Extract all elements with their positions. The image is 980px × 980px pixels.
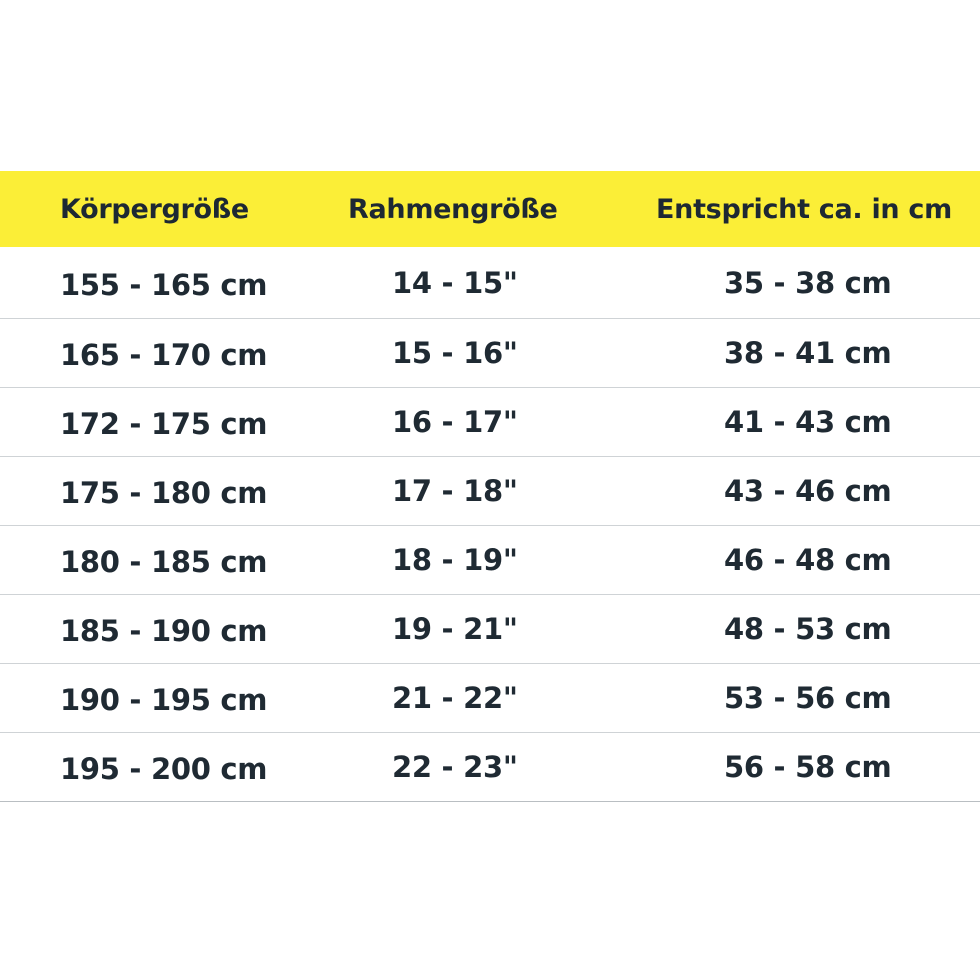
header-equivalent-cm: Entspricht ca. in cm bbox=[656, 193, 952, 225]
frame-size-cell: 22 - 23" bbox=[392, 750, 518, 784]
size-chart-table bbox=[0, 171, 980, 802]
equivalent-cm-cell: 46 - 48 cm bbox=[724, 543, 892, 577]
body-height-cell: 172 - 175 cm bbox=[60, 407, 268, 441]
frame-size-cell: 19 - 21" bbox=[392, 612, 518, 646]
table-row bbox=[0, 457, 980, 526]
body-height-cell: 195 - 200 cm bbox=[60, 752, 268, 786]
equivalent-cm-cell: 48 - 53 cm bbox=[724, 612, 892, 646]
frame-size-cell: 18 - 19" bbox=[392, 543, 518, 577]
equivalent-cm-cell: 38 - 41 cm bbox=[724, 336, 892, 370]
frame-size-cell: 15 - 16" bbox=[392, 336, 518, 370]
table-row bbox=[0, 595, 980, 664]
equivalent-cm-cell: 43 - 46 cm bbox=[724, 474, 892, 508]
frame-size-cell: 14 - 15" bbox=[392, 265, 518, 300]
header-frame-size: Rahmengröße bbox=[348, 193, 558, 225]
table-body bbox=[0, 247, 980, 802]
equivalent-cm-cell: 56 - 58 cm bbox=[724, 750, 892, 784]
body-height-cell: 185 - 190 cm bbox=[60, 614, 268, 648]
body-height-cell: 180 - 185 cm bbox=[60, 545, 268, 579]
frame-size-cell: 16 - 17" bbox=[392, 405, 518, 439]
table-row bbox=[0, 733, 980, 802]
table-row bbox=[0, 664, 980, 733]
table-header-row bbox=[0, 171, 980, 247]
table-row bbox=[0, 526, 980, 595]
equivalent-cm-cell: 53 - 56 cm bbox=[724, 681, 892, 715]
body-height-cell: 175 - 180 cm bbox=[60, 476, 268, 510]
body-height-cell: 165 - 170 cm bbox=[60, 338, 268, 372]
table-row bbox=[0, 388, 980, 457]
frame-size-cell: 21 - 22" bbox=[392, 681, 518, 715]
equivalent-cm-cell: 35 - 38 cm bbox=[724, 265, 892, 300]
header-body-height: Körpergröße bbox=[60, 193, 249, 225]
body-height-cell: 190 - 195 cm bbox=[60, 683, 268, 717]
body-height-cell: 155 - 165 cm bbox=[60, 267, 268, 302]
table-row bbox=[0, 319, 980, 388]
table-row bbox=[0, 247, 980, 319]
equivalent-cm-cell: 41 - 43 cm bbox=[724, 405, 892, 439]
frame-size-cell: 17 - 18" bbox=[392, 474, 518, 508]
